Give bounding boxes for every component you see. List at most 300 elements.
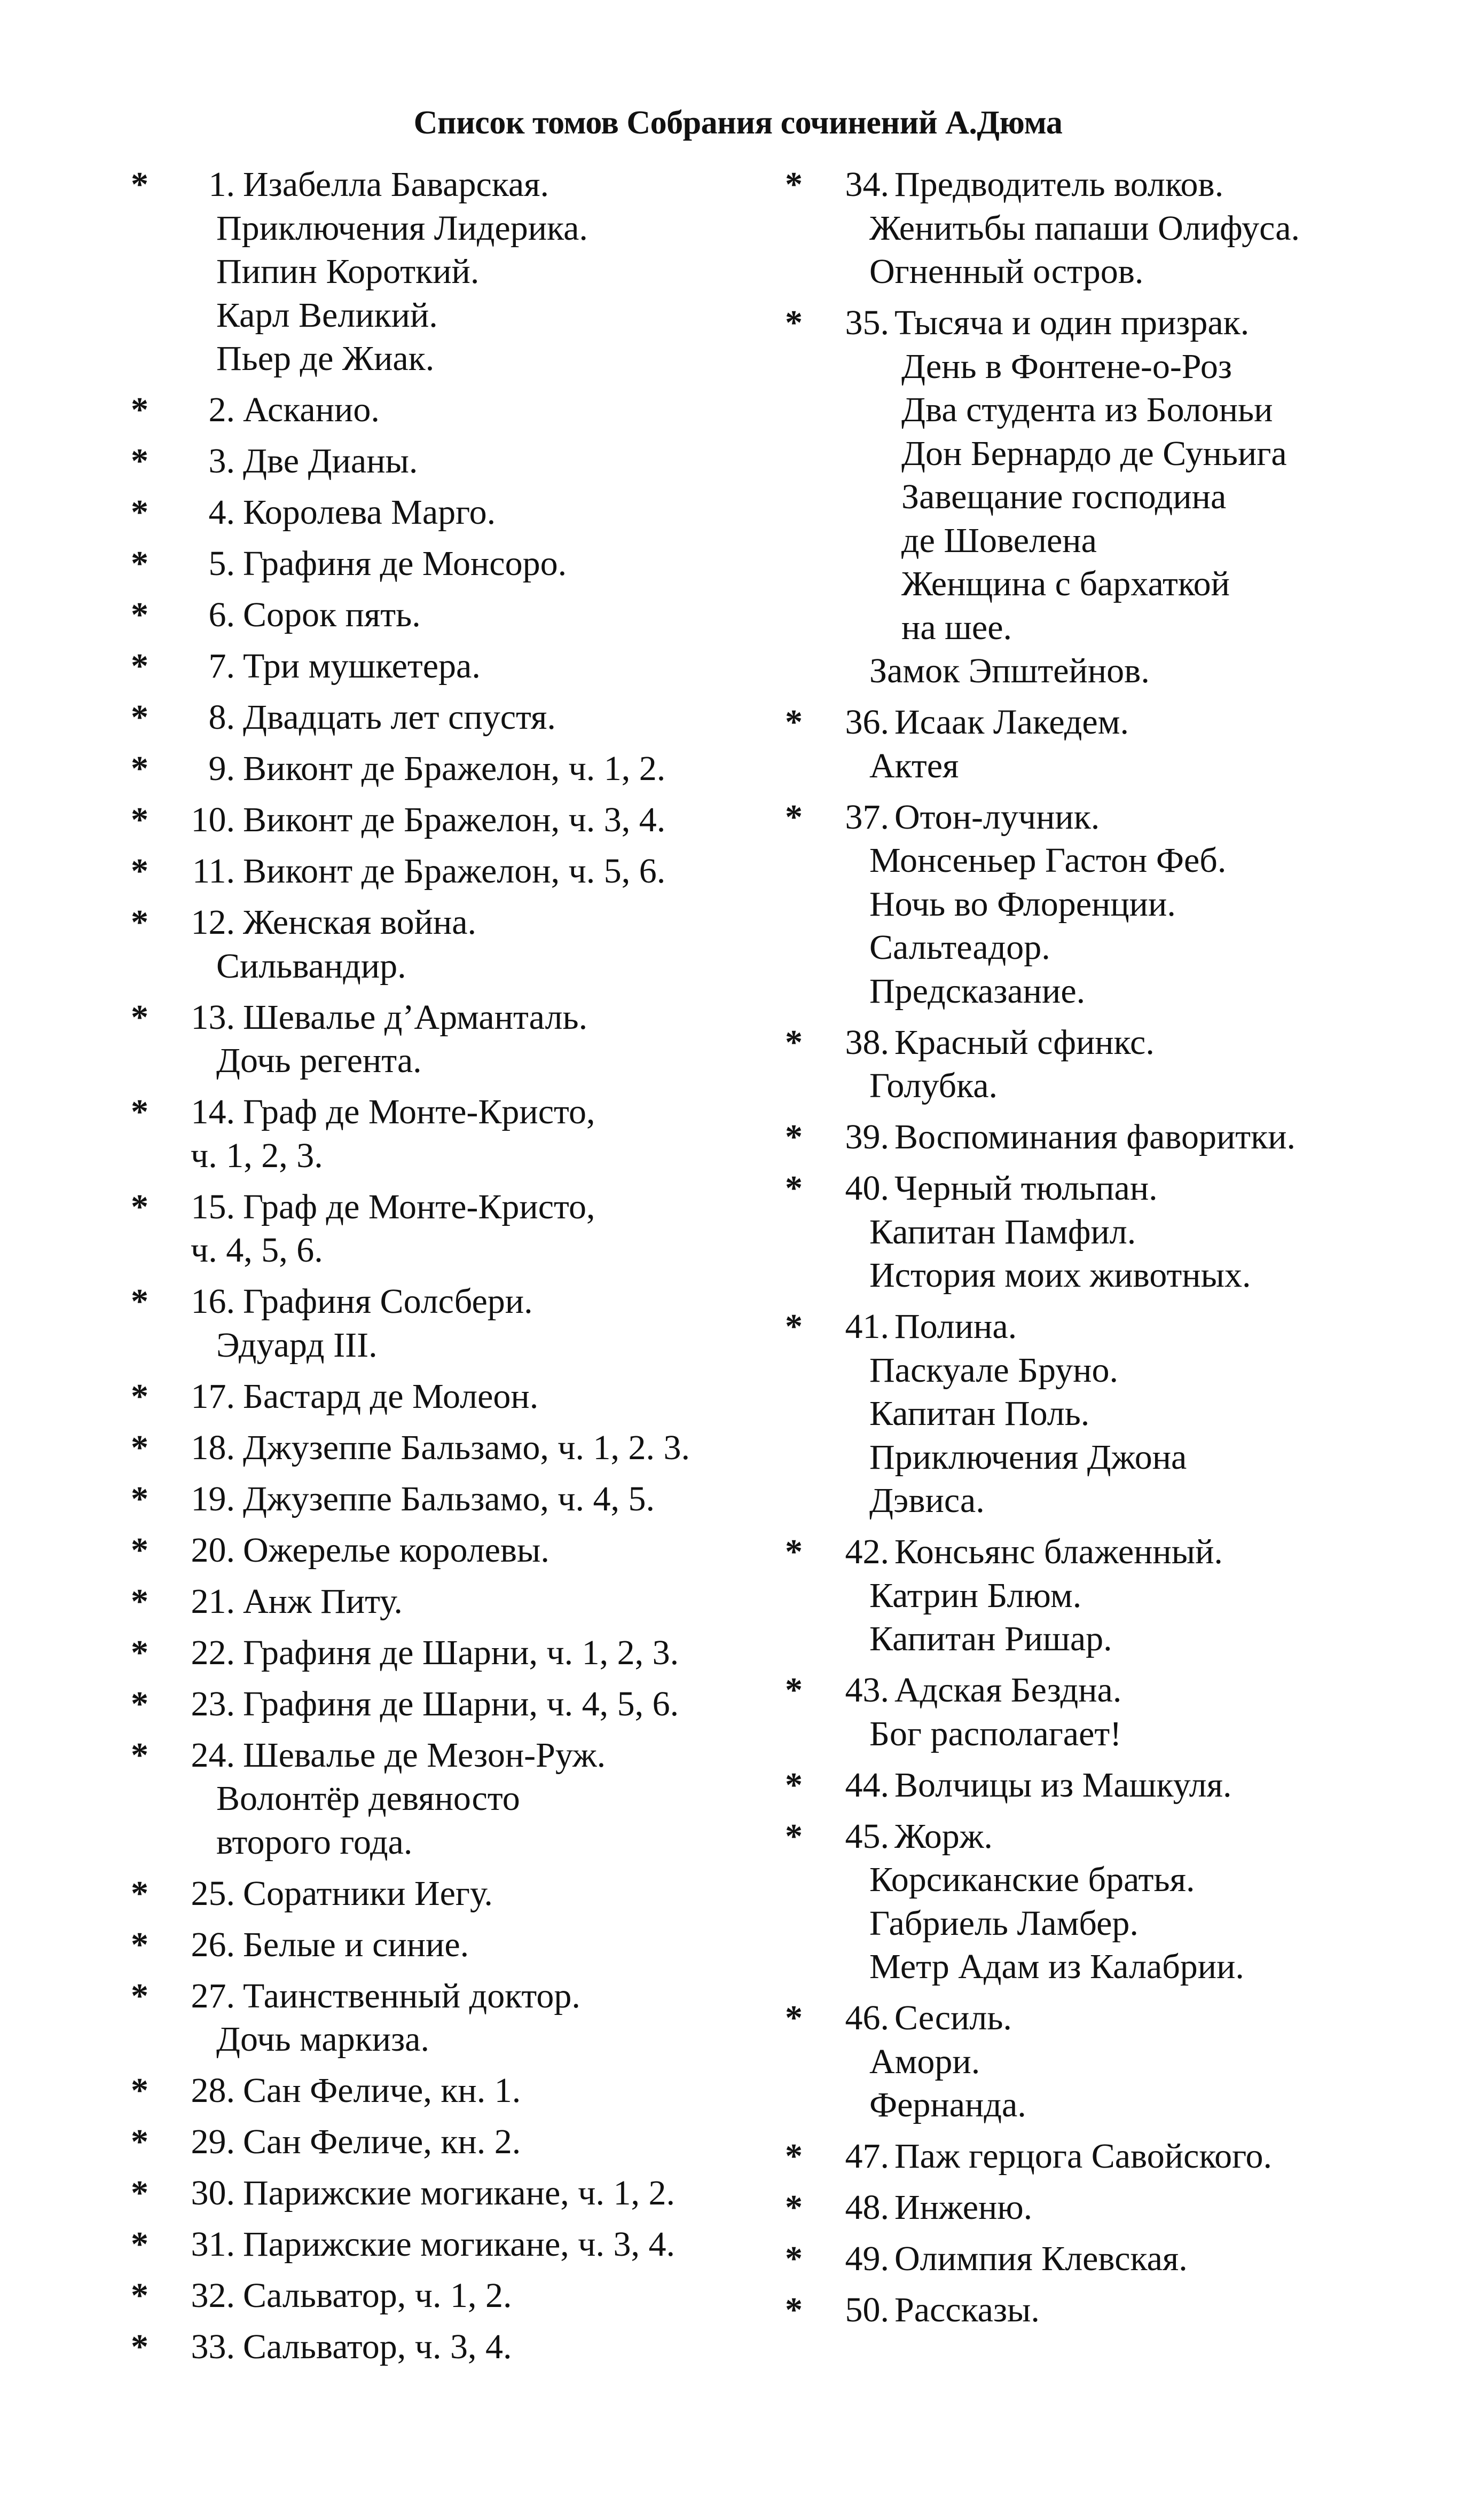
entry-line <box>131 1821 750 1864</box>
volume-entry <box>785 1021 1447 1108</box>
asterisk-marker: * <box>131 852 148 891</box>
asterisk-marker: * <box>131 493 148 532</box>
volume-title-continuation: де Шовелена <box>901 521 1097 560</box>
entry-line <box>131 1734 750 1777</box>
volume-title: Асканио. <box>243 390 380 429</box>
volume-entry <box>785 301 1447 693</box>
volume-number: 3. <box>208 442 235 481</box>
volume-title-continuation: Амори. <box>869 2042 980 2081</box>
asterisk-marker: * <box>785 1532 803 1571</box>
volume-title-continuation: Капитан Памфил. <box>869 1212 1136 1251</box>
entry-line <box>131 388 750 432</box>
volume-entry <box>785 796 1447 1013</box>
entry-line <box>785 649 1447 693</box>
volume-title-continuation: Два студента из Болоньи <box>901 390 1273 429</box>
volume-number: 18. <box>191 1428 235 1467</box>
volume-number: 29. <box>191 2122 235 2161</box>
volume-entry <box>131 388 750 432</box>
entry-line <box>785 1349 1447 1392</box>
volume-number: 27. <box>191 1976 235 2015</box>
entry-line <box>131 1324 750 1367</box>
volume-title-continuation: Пьер де Жиак. <box>216 339 435 378</box>
entry-line <box>131 1185 750 1229</box>
volume-entry <box>785 2288 1447 2332</box>
volume-number: 41. <box>845 1307 889 1346</box>
volume-number: 47. <box>845 2137 889 2176</box>
entry-line <box>131 491 750 534</box>
volume-title: Джузеппе Бальзамо, ч. 4, 5. <box>243 1479 655 1518</box>
volume-title: Граф де Монте-Кристо, <box>243 1092 595 1131</box>
volume-number: 46. <box>845 1998 889 2037</box>
entry-line <box>785 2135 1447 2178</box>
entry-line <box>131 1134 750 1178</box>
volume-number: 30. <box>191 2174 235 2212</box>
volume-title-continuation: Капитан Поль. <box>869 1394 1090 1433</box>
volume-title-continuation: Замок Эпштейнов. <box>869 651 1150 690</box>
volume-title-continuation: Приключения Джона <box>869 1437 1187 1477</box>
asterisk-marker: * <box>131 2276 148 2315</box>
volume-entry <box>131 1090 750 1177</box>
volume-entry <box>131 996 750 1083</box>
entry-line <box>785 1815 1447 1858</box>
asterisk-marker: * <box>131 1092 148 1131</box>
volume-title: Граф де Монте-Кристо, <box>243 1187 595 1226</box>
entry-line <box>785 2040 1447 2084</box>
volume-number: 17. <box>191 1376 235 1416</box>
volume-entry <box>785 1668 1447 1755</box>
volume-number: 23. <box>191 1684 235 1723</box>
volume-title-continuation: Метр Адам из Калабрии. <box>869 1947 1244 1986</box>
asterisk-marker: * <box>785 1816 803 1856</box>
entry-line <box>785 519 1447 563</box>
asterisk-marker: * <box>785 1998 803 2037</box>
entry-line <box>131 1974 750 2018</box>
page-title: Список томов Собрания сочинений А.Дюма <box>413 105 1063 141</box>
entry-line <box>131 798 750 842</box>
entry-line <box>785 606 1447 650</box>
volume-title: Консьянс блаженный. <box>894 1532 1223 1571</box>
volume-entry <box>785 2237 1447 2281</box>
volume-number: 28. <box>191 2071 235 2110</box>
volume-title-continuation: Дэвиса. <box>869 1481 985 1520</box>
entry-line <box>131 439 750 483</box>
volume-entry <box>131 2223 750 2266</box>
asterisk-marker: * <box>785 2290 803 2329</box>
volume-entry <box>131 1529 750 1572</box>
entry-line <box>131 996 750 1040</box>
entry-line <box>785 2186 1447 2230</box>
entry-line <box>131 1280 750 1324</box>
volume-title-continuation: Габриель Ламбер. <box>869 1903 1139 1943</box>
volume-title: Адская Бездна. <box>894 1671 1122 1710</box>
volume-entry <box>131 849 750 893</box>
volume-number: 14. <box>191 1092 235 1131</box>
entry-line <box>785 1254 1447 1297</box>
volume-entry <box>131 1682 750 1726</box>
entry-line <box>131 1426 750 1470</box>
entry-line <box>785 1945 1447 1989</box>
entry-line <box>785 2237 1447 2281</box>
entry-line <box>785 1996 1447 2040</box>
asterisk-marker: * <box>785 165 803 204</box>
entry-line <box>131 696 750 739</box>
asterisk-marker: * <box>131 698 148 737</box>
volume-number: 12. <box>191 903 235 942</box>
volume-number: 48. <box>845 2188 889 2227</box>
volume-title: Изабелла Баварская. <box>243 165 549 204</box>
volume-entry <box>131 747 750 791</box>
volume-title-continuation: Монсеньер Гастон Феб. <box>869 841 1227 880</box>
volume-number: 45. <box>845 1816 889 1856</box>
volume-title: Королева Марго. <box>243 493 496 532</box>
volume-number: 39. <box>845 1117 889 1156</box>
volume-entry <box>131 644 750 688</box>
entry-line <box>785 926 1447 970</box>
volume-number: 50. <box>845 2290 889 2329</box>
volume-title-continuation: Эдуард III. <box>216 1325 378 1365</box>
asterisk-marker: * <box>785 1765 803 1805</box>
asterisk-marker: * <box>131 2174 148 2212</box>
volume-entry <box>131 163 750 381</box>
volume-title: Инженю. <box>894 2188 1033 2227</box>
asterisk-marker: * <box>131 997 148 1037</box>
volume-entry <box>131 1734 750 1864</box>
entry-line <box>131 294 750 337</box>
volume-title: Три мушкетера. <box>243 647 481 686</box>
volume-number: 40. <box>845 1169 889 1208</box>
volume-number: 26. <box>191 1925 235 1964</box>
entry-line <box>131 1228 750 1272</box>
volume-number: 34. <box>845 165 889 204</box>
volume-title-continuation: ч. 1, 2, 3. <box>191 1136 323 1175</box>
volume-title: Красный сфинкс. <box>894 1022 1155 1062</box>
volume-number: 2. <box>208 390 235 429</box>
volume-title-continuation: на шее. <box>901 608 1012 647</box>
volume-title: Графиня де Шарни, ч. 1, 2, 3. <box>243 1633 679 1672</box>
volume-title: Графиня де Монсоро. <box>243 544 567 583</box>
entry-line <box>785 2083 1447 2127</box>
volume-title-continuation: Фернанда. <box>869 2085 1026 2124</box>
asterisk-marker: * <box>131 2122 148 2161</box>
entry-line <box>785 475 1447 519</box>
volume-number: 35. <box>845 303 889 342</box>
asterisk-marker: * <box>131 165 148 204</box>
entry-line <box>131 2223 750 2266</box>
volume-number: 42. <box>845 1532 889 1571</box>
entry-line <box>785 1712 1447 1756</box>
entry-line <box>785 1617 1447 1661</box>
volume-title-continuation: Дон Бернардо де Суньига <box>901 434 1287 473</box>
volume-title-continuation: Женитьбы папаши Олифуса. <box>869 208 1300 248</box>
asterisk-marker: * <box>131 390 148 429</box>
volume-number: 9. <box>208 749 235 788</box>
entry-line <box>131 1375 750 1419</box>
volume-title: Воспоминания фаворитки. <box>894 1117 1296 1156</box>
volume-number: 44. <box>845 1765 889 1805</box>
entry-line <box>785 744 1447 788</box>
entry-line <box>785 163 1447 207</box>
volume-title: Бастард де Молеон. <box>243 1376 539 1416</box>
volume-title: Анж Питу. <box>243 1581 403 1621</box>
volume-entry <box>131 2069 750 2113</box>
asterisk-marker: * <box>131 2225 148 2264</box>
volume-number: 31. <box>191 2225 235 2264</box>
volume-title-continuation: Актея <box>869 746 959 785</box>
entry-line <box>785 1858 1447 1902</box>
volume-number: 21. <box>191 1581 235 1621</box>
volume-title-continuation: Сальтеадор. <box>869 928 1050 967</box>
volume-entry <box>131 542 750 586</box>
entry-line <box>785 1115 1447 1159</box>
volume-entry <box>131 1580 750 1624</box>
asterisk-marker: * <box>785 1169 803 1208</box>
entry-line <box>131 644 750 688</box>
volume-entry <box>131 1477 750 1521</box>
entry-line <box>785 1305 1447 1349</box>
volume-title-continuation: Завещание господина <box>901 477 1227 516</box>
volume-title-continuation: ч. 4, 5, 6. <box>191 1231 323 1270</box>
entry-line <box>785 1210 1447 1254</box>
asterisk-marker: * <box>131 1873 148 1913</box>
volume-title: Белые и синие. <box>243 1925 469 1964</box>
entry-line <box>131 593 750 637</box>
volume-entry <box>131 2274 750 2318</box>
asterisk-marker: * <box>131 1376 148 1416</box>
entry-line <box>785 432 1447 476</box>
entry-line <box>131 1039 750 1083</box>
right-column <box>785 163 1447 2340</box>
volume-number: 5. <box>208 544 235 583</box>
volume-title: Двадцать лет спустя. <box>243 698 556 737</box>
volume-entry <box>785 163 1447 294</box>
entry-line <box>131 1529 750 1572</box>
volume-title: Графиня де Шарни, ч. 4, 5, 6. <box>243 1684 679 1723</box>
volume-title-continuation: Предсказание. <box>869 971 1086 1011</box>
entry-line <box>131 1090 750 1134</box>
entry-line <box>131 1631 750 1675</box>
entry-line <box>785 562 1447 606</box>
volume-number: 25. <box>191 1873 235 1913</box>
entry-line <box>785 1574 1447 1618</box>
volume-title-continuation: Дочь регента. <box>216 1041 422 1080</box>
entry-line <box>785 388 1447 432</box>
volume-entry <box>785 2186 1447 2230</box>
asterisk-marker: * <box>131 595 148 634</box>
volume-number: 49. <box>845 2239 889 2278</box>
entry-line <box>785 883 1447 926</box>
asterisk-marker: * <box>785 1117 803 1156</box>
volume-number: 32. <box>191 2276 235 2315</box>
volume-entry <box>131 1923 750 1967</box>
entry-line <box>131 849 750 893</box>
asterisk-marker: * <box>785 1022 803 1062</box>
volume-entry <box>785 1305 1447 1523</box>
entry-line <box>785 1479 1447 1523</box>
volume-title: Шевалье д’Арманталь. <box>243 997 588 1037</box>
volume-title: Волчицы из Машкуля. <box>894 1765 1232 1805</box>
asterisk-marker: * <box>131 1581 148 1621</box>
entry-line <box>131 1777 750 1821</box>
volume-number: 36. <box>845 703 889 742</box>
asterisk-marker: * <box>131 1684 148 1723</box>
asterisk-marker: * <box>131 1976 148 2015</box>
volume-title: Женская война. <box>243 903 477 942</box>
asterisk-marker: * <box>131 1479 148 1518</box>
entry-line <box>785 970 1447 1013</box>
volume-title-continuation: Волонтёр девяносто <box>216 1779 520 1818</box>
volume-title-continuation: День в Фонтене-о-Роз <box>901 346 1232 386</box>
volume-entry <box>131 593 750 637</box>
volume-title-continuation: Женщина с бархаткой <box>901 564 1230 603</box>
asterisk-marker: * <box>131 442 148 481</box>
asterisk-marker: * <box>131 800 148 839</box>
volume-number: 4. <box>208 493 235 532</box>
entry-line <box>785 1668 1447 1712</box>
volume-title-continuation: Паскуале Бруно. <box>869 1350 1118 1390</box>
entry-line <box>785 796 1447 839</box>
volume-title: Сан Феличе, кн. 2. <box>243 2122 521 2161</box>
entry-line <box>785 1763 1447 1807</box>
volume-title-continuation: Голубка. <box>869 1066 998 1105</box>
entry-line <box>785 700 1447 744</box>
volume-entry <box>131 491 750 534</box>
volume-number: 38. <box>845 1022 889 1062</box>
entry-line <box>785 345 1447 389</box>
volume-title: Шевалье де Мезон-Руж. <box>243 1735 606 1775</box>
asterisk-marker: * <box>131 1925 148 1964</box>
asterisk-marker: * <box>785 2239 803 2278</box>
asterisk-marker: * <box>131 1428 148 1467</box>
volume-number: 7. <box>208 647 235 686</box>
volume-entry <box>785 1115 1447 1159</box>
volume-title-continuation: Приключения Лидерика. <box>216 208 588 248</box>
volume-title: Паж герцога Савойского. <box>894 2137 1273 2176</box>
entry-line <box>785 1902 1447 1946</box>
asterisk-marker: * <box>131 1633 148 1672</box>
volume-entry <box>131 1974 750 2061</box>
volume-title: Две Дианы. <box>243 442 418 481</box>
asterisk-marker: * <box>131 903 148 942</box>
volume-title-continuation: Дочь маркиза. <box>216 2020 429 2059</box>
volume-entry <box>131 2325 750 2369</box>
volume-title: Виконт де Бражелон, ч. 5, 6. <box>243 852 666 891</box>
asterisk-marker: * <box>131 1530 148 1570</box>
volume-title: Сальватор, ч. 1, 2. <box>243 2276 512 2315</box>
volume-title-continuation: Катрин Блюм. <box>869 1576 1082 1615</box>
entry-line <box>131 337 750 381</box>
asterisk-marker: * <box>785 2188 803 2227</box>
volume-title-continuation: Пипин Короткий. <box>216 252 480 291</box>
volume-entry <box>131 1375 750 1419</box>
entry-line <box>785 2288 1447 2332</box>
asterisk-marker: * <box>131 749 148 788</box>
asterisk-marker: * <box>785 703 803 742</box>
volume-title: Рассказы. <box>894 2290 1040 2329</box>
entry-line <box>131 2018 750 2061</box>
volume-title: Олимпия Клевская. <box>894 2239 1188 2278</box>
volume-title-continuation: Сильвандир. <box>216 946 406 986</box>
volume-number: 37. <box>845 797 889 837</box>
volume-title: Графиня Солсбери. <box>243 1282 533 1321</box>
volume-number: 11. <box>192 852 235 891</box>
entry-line <box>785 301 1447 345</box>
volume-number: 1. <box>208 165 235 204</box>
entry-line <box>131 2171 750 2215</box>
asterisk-marker: * <box>131 2071 148 2110</box>
volume-entry <box>785 1996 1447 2127</box>
volume-number: 43. <box>845 1671 889 1710</box>
volume-entry <box>131 798 750 842</box>
volume-number: 22. <box>191 1633 235 1672</box>
volume-title: Виконт де Бражелон, ч. 1, 2. <box>243 749 666 788</box>
entry-line <box>131 2274 750 2318</box>
volume-number: 8. <box>208 698 235 737</box>
asterisk-marker: * <box>785 797 803 837</box>
entry-line <box>131 1580 750 1624</box>
volume-entry <box>785 700 1447 788</box>
entry-line <box>131 542 750 586</box>
entry-line <box>785 250 1447 294</box>
volume-entry <box>785 1763 1447 1807</box>
volume-entry <box>131 439 750 483</box>
entry-line <box>785 207 1447 250</box>
volume-entry <box>131 901 750 988</box>
volume-title: Сальватор, ч. 3, 4. <box>243 2327 512 2366</box>
volume-title: Жорж. <box>894 1816 993 1856</box>
volume-number: 10. <box>191 800 235 839</box>
asterisk-marker: * <box>131 544 148 583</box>
entry-line <box>785 1530 1447 1574</box>
volume-number: 13. <box>191 997 235 1037</box>
volume-number: 33. <box>191 2327 235 2366</box>
asterisk-marker: * <box>785 1671 803 1710</box>
volume-number: 16. <box>191 1282 235 1321</box>
volume-title: Парижские могикане, ч. 1, 2. <box>243 2174 675 2212</box>
asterisk-marker: * <box>785 2137 803 2176</box>
volume-entry <box>131 1185 750 1272</box>
volume-title-continuation: Ночь во Флоренции. <box>869 884 1176 924</box>
volume-entry <box>131 1631 750 1675</box>
volume-entry <box>785 1167 1447 1297</box>
volume-entry <box>131 2120 750 2164</box>
volume-entry <box>785 2135 1447 2178</box>
asterisk-marker: * <box>131 647 148 686</box>
volume-title: Предводитель волков. <box>894 165 1224 204</box>
volume-entry <box>131 1872 750 1916</box>
volume-entry <box>131 2171 750 2215</box>
volume-title: Полина. <box>894 1307 1017 1346</box>
entry-line <box>785 1064 1447 1108</box>
volume-title: Черный тюльпан. <box>894 1169 1158 1208</box>
entry-line <box>131 1477 750 1521</box>
volume-title: Таинственный доктор. <box>243 1976 580 2015</box>
volume-title: Исаак Лакедем. <box>894 703 1129 742</box>
volume-entry <box>131 1426 750 1470</box>
volume-title: Соратники Иегу. <box>243 1873 493 1913</box>
volume-title: Сан Феличе, кн. 1. <box>243 2071 521 2110</box>
entry-line <box>785 1167 1447 1210</box>
entry-line <box>131 2069 750 2113</box>
entry-line <box>131 250 750 294</box>
asterisk-marker: * <box>131 1735 148 1775</box>
volume-title: Ожерелье королевы. <box>243 1530 549 1570</box>
volume-number: 20. <box>191 1530 235 1570</box>
volume-title: Виконт де Бражелон, ч. 3, 4. <box>243 800 666 839</box>
asterisk-marker: * <box>785 303 803 342</box>
entry-line <box>785 1021 1447 1065</box>
volume-number: 15. <box>191 1187 235 1226</box>
volume-entry <box>131 1280 750 1367</box>
